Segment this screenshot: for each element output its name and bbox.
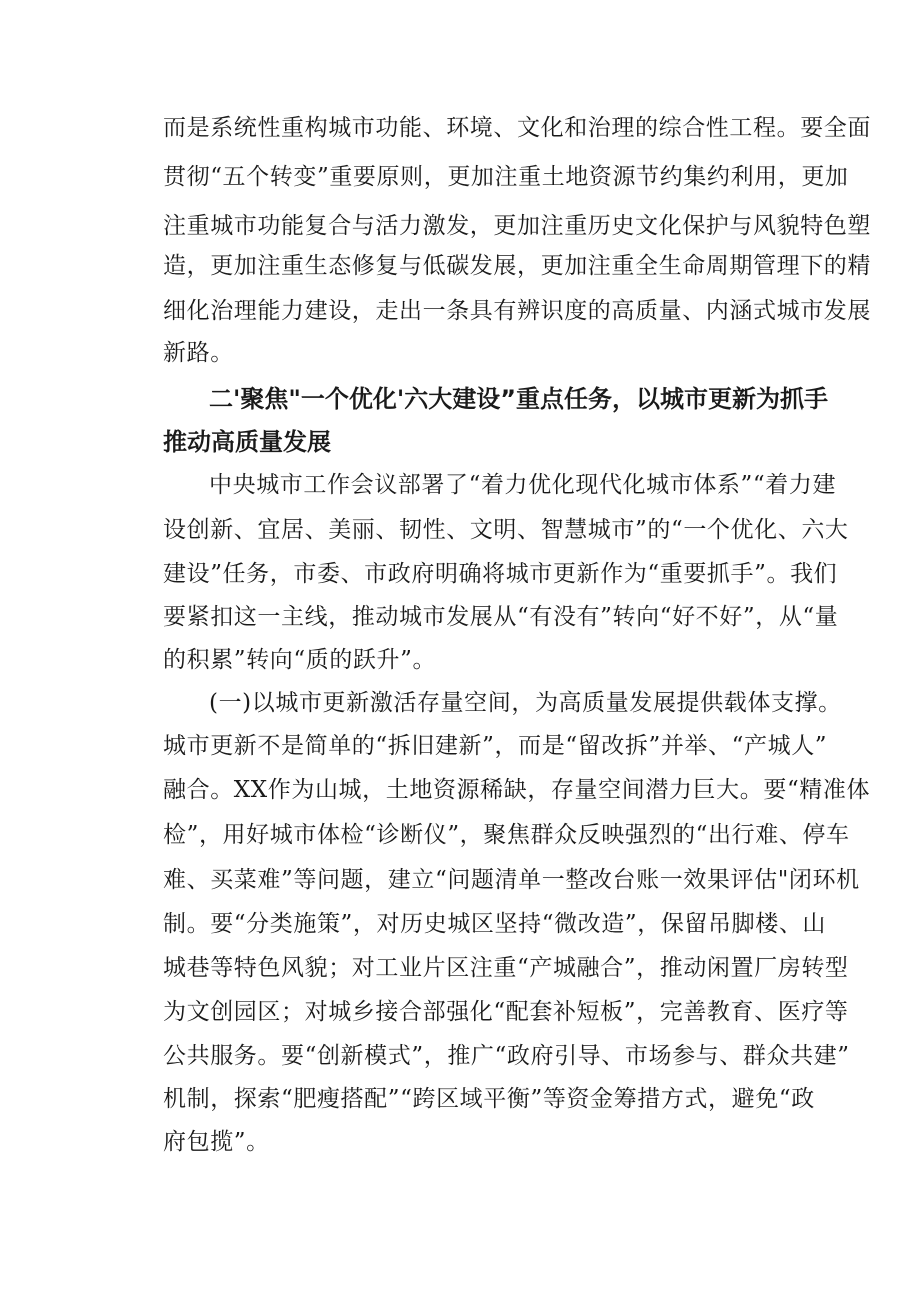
paragraph-line: 贯彻“五个转变”重要原则，更加注重土地资源节约集约利用，更加 (163, 164, 849, 190)
paragraph-line: 细化治理能力建设，走出一条具有辨识度的高质量、内涵式城市发展 (163, 298, 871, 324)
section-heading: 推动高质量发展 (163, 428, 331, 456)
paragraph-line: 的积累”转向“质的跃升”。 (163, 647, 437, 673)
paragraph-line: 检”，用好城市体检“诊断仪”，聚焦群众反映强烈的“出行难、停车 (163, 822, 850, 848)
paragraph-line: 为文创园区；对城乡接合部强化“配套补短板”，完善教育、医疗等 (163, 999, 849, 1025)
paragraph-line: 融合。XX作为山城，土地资源稀缺，存量空间潜力巨大。要“精准体 (163, 777, 871, 803)
paragraph-line: (一)以城市更新激活存量空间，为高质量发展提供载体支撑。 (209, 690, 842, 716)
paragraph-line: 府包揽”。 (163, 1129, 270, 1155)
paragraph-line: 难、买菜难”等问题，建立“问题清单一整改台账一效果评估"闭环机 (163, 867, 860, 893)
paragraph-line: 城市更新不是简单的“拆旧建新”，而是“留改拆”并举、“产城人” (163, 733, 828, 759)
paragraph-line: 制。要“分类施策”，对历史城区坚持“微改造”，保留吊脚楼、山 (163, 911, 827, 937)
paragraph-line: 新路。 (163, 340, 234, 366)
paragraph-line: 建设”任务，市委、市政府明确将城市更新作为“重要抓手”。我们 (163, 561, 838, 587)
paragraph-line: 中央城市工作会议部署了“着力优化现代化城市体系”“着力建 (209, 472, 837, 498)
paragraph-line: 注重城市功能复合与活力激发，更加注重历史文化保护与风貌特色塑 (163, 213, 871, 239)
paragraph-line: 要紧扣这一主线，推动城市发展从“有没有”转向“好不好”，从“量 (163, 604, 839, 630)
paragraph-line: 而是系统性重构城市功能、环境、文化和治理的综合性工程。要全面 (163, 115, 871, 141)
section-heading: 二'聚焦"一个优化'六大建设”重点任务，以城市更新为抓手 (209, 385, 828, 413)
paragraph-line: 公共服务。要“创新模式”，推广“政府引导、市场参与、群众共建” (163, 1043, 850, 1069)
paragraph-line: 机制，探索“肥瘦搭配”“跨区域平衡”等资金筹措方式，避免“政 (163, 1086, 815, 1112)
paragraph-line: 设创新、宜居、美丽、韧性、文明、智慧城市”的“一个优化、六大 (163, 517, 849, 543)
paragraph-line: 造，更加注重生态修复与低碳发展，更加注重全生命周期管理下的精 (163, 253, 871, 279)
paragraph-line: 城巷等特色风貌；对工业片区注重“产城融合”，推动闲置厂房转型 (163, 955, 849, 981)
